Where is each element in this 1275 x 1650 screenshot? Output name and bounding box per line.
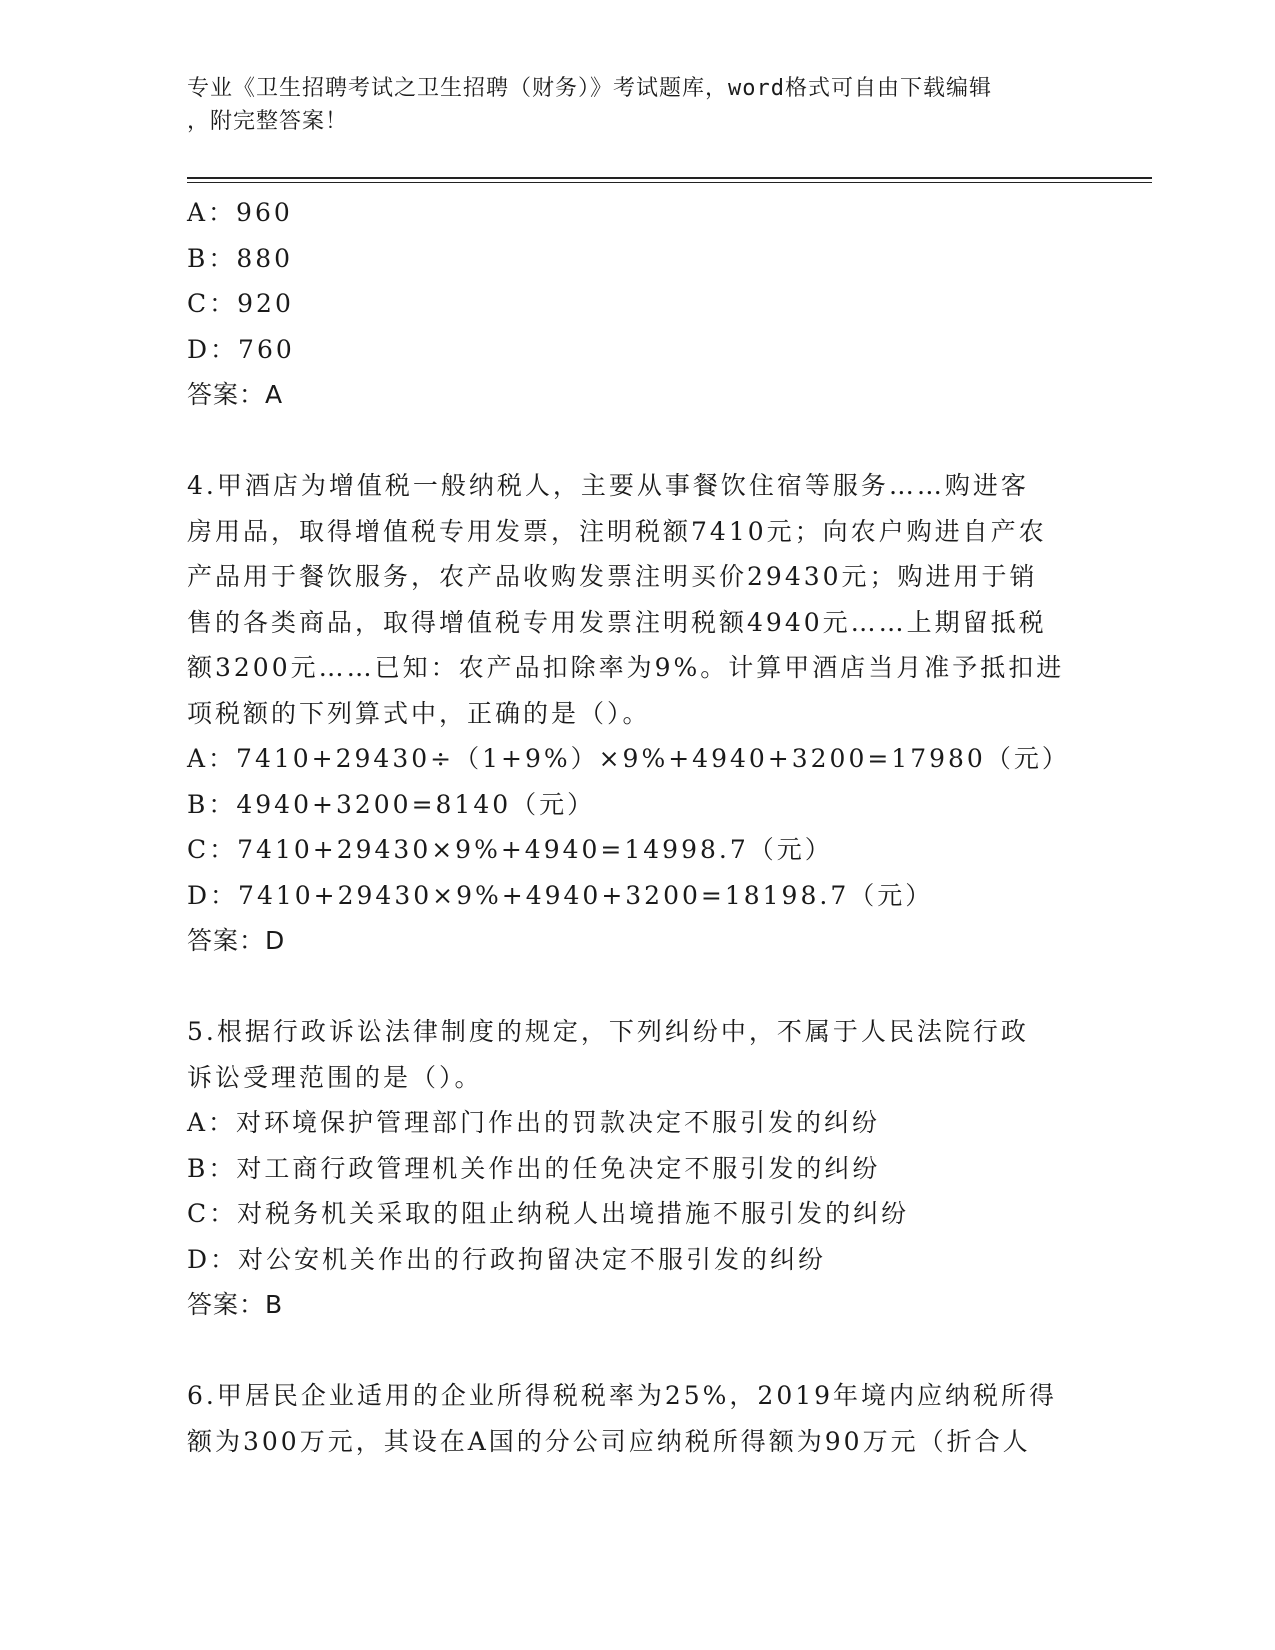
question-stem-line: 6.甲居民企业适用的企业所得税税率为25%，2019年境内应纳税所得 bbox=[187, 1381, 1058, 1410]
option-a: A：对环境保护管理部门作出的罚款决定不服引发的纠纷 bbox=[187, 1108, 881, 1137]
question-stem-line: 项税额的下列算式中，正确的是（）。 bbox=[187, 698, 651, 728]
header-line-1: 专业《卫生招聘考试之卫生招聘（财务）》考试题库，word格式可自由下载编辑 bbox=[187, 76, 992, 101]
question-stem-line: 5.根据行政诉讼法律制度的规定，下列纠纷中，不属于人民法院行政 bbox=[187, 1017, 1029, 1046]
option-b: B：880 bbox=[187, 243, 294, 273]
question-3 bbox=[187, 190, 1087, 418]
option-a: A：7410+29430÷（1+9%）×9%+4940+3200=17980（元） bbox=[187, 744, 1070, 773]
header-line-2: ，附完整答案！ bbox=[187, 109, 349, 134]
option-d: D：对公安机关作出的行政拘留决定不服引发的纠纷 bbox=[187, 1244, 827, 1274]
option-d: D：7410+29430×9%+4940+3200=18198.7（元） bbox=[187, 880, 934, 910]
spacer bbox=[187, 418, 1087, 464]
question-content bbox=[187, 190, 1087, 1464]
question-stem-line: 额3200元……已知：农产品扣除率为9%。计算甲酒店当月准予抵扣进 bbox=[187, 653, 1065, 682]
question-stem-line: 4.甲酒店为增值税一般纳税人，主要从事餐饮住宿等服务……购进客 bbox=[187, 471, 1029, 500]
spacer bbox=[187, 1328, 1087, 1374]
option-c: C：对税务机关采取的阻止纳税人出境措施不服引发的纠纷 bbox=[187, 1199, 910, 1228]
option-b: B：对工商行政管理机关作出的任免决定不服引发的纠纷 bbox=[187, 1153, 881, 1183]
question-stem-line: 产品用于餐饮服务，农产品收购发票注明买价29430元；购进用于销 bbox=[187, 562, 1038, 591]
option-c: C：920 bbox=[187, 289, 294, 318]
question-stem-line: 额为300万元，其设在A国的分公司应纳税所得额为90万元（折合人 bbox=[187, 1426, 1031, 1456]
spacer bbox=[187, 964, 1087, 1010]
question-4 bbox=[187, 463, 1087, 964]
page-header bbox=[187, 72, 1067, 138]
question-stem-line: 诉讼受理范围的是（）。 bbox=[187, 1062, 483, 1092]
question-6 bbox=[187, 1373, 1087, 1464]
question-stem-line: 房用品，取得增值税专用发票，注明税额7410元；向农户购进自产农 bbox=[187, 516, 1047, 546]
question-stem-line: 售的各类商品，取得增值税专用发票注明税额4940元……上期留抵税 bbox=[187, 607, 1047, 637]
answer-line: 答案：A bbox=[187, 380, 284, 409]
header-rule-thick bbox=[187, 177, 1152, 179]
question-5 bbox=[187, 1009, 1087, 1328]
answer-line: 答案：D bbox=[187, 926, 286, 955]
option-c: C：7410+29430×9%+4940=14998.7（元） bbox=[187, 835, 833, 864]
header-rule-thin bbox=[187, 182, 1152, 183]
option-d: D：760 bbox=[187, 334, 295, 364]
option-a: A：960 bbox=[187, 198, 293, 227]
answer-line: 答案：B bbox=[187, 1290, 284, 1319]
option-b: B：4940+3200=8140（元） bbox=[187, 789, 596, 819]
